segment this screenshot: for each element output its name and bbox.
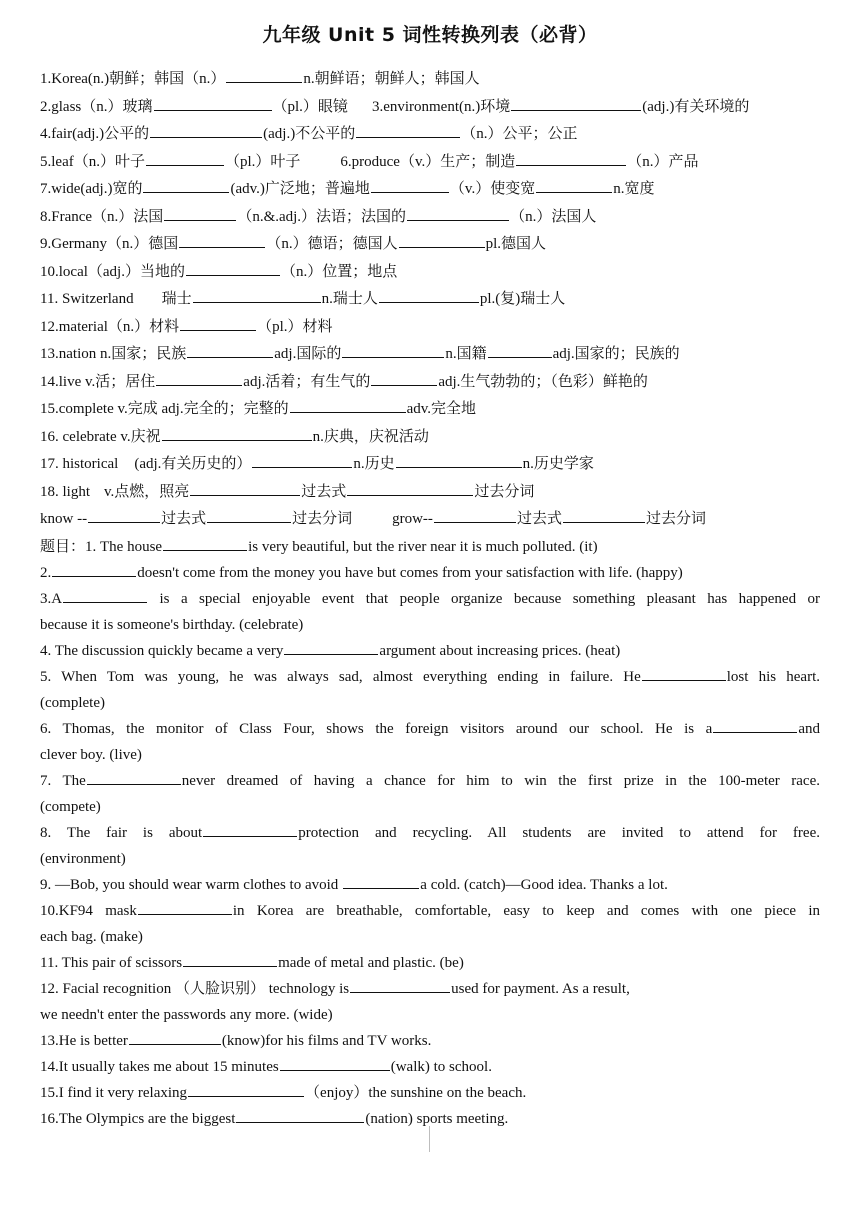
answer-blank[interactable] <box>183 950 277 967</box>
text-segment: (adj.)不公平的 <box>263 126 356 142</box>
text-segment: (complete) <box>40 694 105 711</box>
text-segment: 过去分词 <box>474 483 535 500</box>
question-13 <box>40 1028 820 1054</box>
answer-blank[interactable] <box>488 341 552 358</box>
text-segment: adj.国际的 <box>274 346 342 362</box>
text-segment: 3.environment(n.)环境 <box>371 98 511 115</box>
text-segment: (walk) to school. <box>390 1058 492 1075</box>
answer-blank[interactable] <box>396 451 522 468</box>
text-segment: n.国籍 <box>445 346 487 362</box>
answer-blank[interactable] <box>52 560 136 577</box>
vocab-line-13 <box>40 341 820 369</box>
answer-blank[interactable] <box>511 94 641 111</box>
text-segment: 5.leaf（n.）叶子 <box>40 153 145 170</box>
text-segment: pl.德国人 <box>485 236 546 252</box>
text-segment: never dreamed of having a chance for him to win the first prize in the 100-meter race. <box>181 772 820 789</box>
answer-blank[interactable] <box>284 638 378 655</box>
text-segment: n.历史 <box>353 456 395 472</box>
text-segment: 9.Germany（n.）德国 <box>40 236 179 252</box>
text-segment: n.瑞士人 <box>321 291 378 307</box>
text-segment: 过去分词 <box>645 511 706 527</box>
answer-blank[interactable] <box>163 534 247 551</box>
answer-blank[interactable] <box>713 716 797 733</box>
question-5 <box>40 664 820 690</box>
text-segment: （n.）公平；公正 <box>461 126 578 142</box>
question-10-cont <box>40 924 820 950</box>
text-segment: doesn't come from the money you have but comes from your satisfaction with life. (happy) <box>137 564 683 581</box>
text-segment: 2. <box>40 564 52 581</box>
answer-blank[interactable] <box>516 149 626 166</box>
answer-blank[interactable] <box>180 314 256 331</box>
text-segment: in Korea are breathable, comfortable, easy to keep and comes with one piece in <box>232 902 820 919</box>
text-segment: 9. —Bob, you should wear warm clothes to avoid <box>40 876 339 893</box>
answer-blank[interactable] <box>379 286 479 303</box>
vocab-line-12 <box>40 314 820 342</box>
answer-blank[interactable] <box>207 506 291 523</box>
answer-blank[interactable] <box>371 176 449 193</box>
question-6 <box>40 716 820 742</box>
text-segment: (compete) <box>40 798 101 815</box>
question-9 <box>40 872 820 898</box>
question-7 <box>40 768 820 794</box>
answer-blank[interactable] <box>87 768 181 785</box>
text-segment: 过去式 <box>516 511 562 527</box>
text-segment: （v.）使变宽 <box>449 181 536 197</box>
question-4 <box>40 638 820 664</box>
text-segment: grow-- <box>392 511 433 527</box>
text-segment: 6. Thomas, the monitor of Class Four, shows the foreign visitors around our school. He is a <box>40 720 713 737</box>
question-3 <box>40 586 820 612</box>
text-segment: n.宽度 <box>613 181 655 197</box>
text-segment: 1.Korea(n.)朝鲜；韩国（n.） <box>40 71 226 87</box>
text-segment: v.点燃，照亮 <box>104 483 190 500</box>
text-segment: (adv.)广泛地；普遍地 <box>230 181 370 197</box>
text-segment: (nation) sports meeting. <box>365 1110 509 1127</box>
text-segment: adv.完全地 <box>406 401 477 417</box>
vocab-line-1 <box>40 66 820 94</box>
answer-blank[interactable] <box>188 1080 304 1097</box>
text-segment: （n.&.adj.）法语；法国的 <box>237 208 407 225</box>
text-segment: a cold. (catch)—Good idea. Thanks a lot. <box>420 876 668 893</box>
text-segment: is a special enjoyable event that people organize because something pleasant has happened or <box>159 590 820 607</box>
vocab-line-18 <box>40 479 820 507</box>
question-12 <box>40 976 820 1002</box>
question-8 <box>40 820 820 846</box>
text-segment: 13.He is better <box>40 1032 128 1049</box>
text-segment: 过去分词 <box>292 511 353 527</box>
text-segment: 7.wide(adj.)宽的 <box>40 181 143 197</box>
vocab-line-4 <box>40 121 820 149</box>
page-divider <box>429 1126 430 1152</box>
text-segment: （n.）德语；德国人 <box>266 236 398 252</box>
answer-blank[interactable] <box>399 231 485 248</box>
question-5-cont <box>40 690 820 716</box>
answer-blank[interactable] <box>190 479 300 496</box>
answer-blank[interactable] <box>143 176 229 193</box>
text-segment: (adj.)有关环境的 <box>642 98 750 115</box>
vocab-line-14 <box>40 369 820 397</box>
text-segment: 12.material（n.）材料 <box>40 318 180 335</box>
answer-blank[interactable] <box>63 586 147 603</box>
text-segment: 15.complete v.完成 adj.完全的；完整的 <box>40 401 289 417</box>
text-segment: 11. This pair of scissors <box>40 954 183 971</box>
text-segment: lost his heart. <box>726 668 820 685</box>
text-segment: 14.It usually takes me about 15 minutes <box>40 1058 279 1075</box>
text-segment: n.朝鲜语；朝鲜人；韩国人 <box>303 71 480 87</box>
text-segment: （n.）产品 <box>627 153 699 170</box>
vocab-line-19 <box>40 506 820 534</box>
text-segment: is very beautiful, but the river near it is much polluted. (it) <box>248 538 598 555</box>
answer-blank[interactable] <box>179 231 265 248</box>
vocab-line-16 <box>40 424 820 452</box>
text-segment: 4.fair(adj.)公平的 <box>40 126 150 142</box>
text-segment: 10.KF94 mask <box>40 902 137 919</box>
text-segment: 12. Facial recognition （人脸识别） technology is <box>40 980 350 997</box>
answer-blank[interactable] <box>371 369 437 386</box>
text-segment: （n.）位置；地点 <box>280 263 398 280</box>
answer-blank[interactable] <box>236 1106 364 1123</box>
text-segment: (adj.有关历史的） <box>134 456 252 472</box>
text-segment: 11. Switzerland <box>40 291 134 307</box>
answer-blank[interactable] <box>252 451 352 468</box>
text-segment: 6.produce（v.）生产；制造 <box>340 153 516 170</box>
text-segment: 14.live v.活；居住 <box>40 373 156 390</box>
text-segment: (environment) <box>40 850 126 867</box>
text-segment: 题目：1. The house <box>40 538 163 555</box>
text-segment: clever boy. (live) <box>40 746 142 763</box>
text-segment: each bag. (make) <box>40 928 143 945</box>
text-segment: and <box>798 720 820 737</box>
answer-blank[interactable] <box>407 204 509 221</box>
text-segment: 4. The discussion quickly became a very <box>40 642 284 659</box>
answer-blank[interactable] <box>187 341 273 358</box>
text-segment: n.庆典，庆祝活动 <box>312 428 429 445</box>
answer-blank[interactable] <box>563 506 645 523</box>
page-title: 九年级 Unit 5 词性转换列表（必背） <box>262 24 598 46</box>
vocab-line-8 <box>40 204 820 232</box>
text-segment: know -- <box>40 511 88 527</box>
text-segment: (know)for his films and TV works. <box>221 1032 432 1049</box>
answer-blank[interactable] <box>129 1028 221 1045</box>
text-segment: 过去式 <box>301 483 347 500</box>
question-11 <box>40 950 820 976</box>
text-segment: n.历史学家 <box>522 456 594 472</box>
text-segment: 3.A <box>40 590 63 607</box>
text-segment: used for payment. As a result, <box>451 980 630 997</box>
text-segment: adj.活着；有生气的 <box>243 373 371 390</box>
question-6-cont <box>40 742 820 768</box>
text-segment: because it is someone's birthday. (celebrate) <box>40 616 304 633</box>
vocab-line-5 <box>40 149 820 177</box>
text-segment: （enjoy）the sunshine on the beach. <box>305 1084 527 1101</box>
answer-blank[interactable] <box>347 479 473 496</box>
text-segment: 17. historical <box>40 456 119 472</box>
question-15 <box>40 1080 820 1106</box>
question-10 <box>40 898 820 924</box>
question-1 <box>40 534 820 560</box>
vocab-line-2 <box>40 94 820 122</box>
vocab-line-7 <box>40 176 820 204</box>
question-2 <box>40 560 820 586</box>
vocab-line-9 <box>40 231 820 259</box>
question-16 <box>40 1106 820 1132</box>
answer-blank[interactable] <box>342 341 444 358</box>
text-segment: 7. The <box>40 772 86 789</box>
text-segment: adj.国家的；民族的 <box>552 346 680 362</box>
text-segment: （pl.）眼镜 <box>272 98 348 115</box>
question-7-cont <box>40 794 820 820</box>
answer-blank[interactable] <box>146 149 224 166</box>
vocab-line-10 <box>40 259 820 287</box>
text-segment: 18. light <box>40 483 91 500</box>
question-3-cont <box>40 612 820 638</box>
text-segment: 15.I find it very relaxing <box>40 1084 188 1101</box>
vocab-line-15 <box>40 396 820 424</box>
text-segment: protection and recycling. All students are invited to attend for free. <box>298 824 820 841</box>
vocab-line-17 <box>40 451 820 479</box>
worksheet-body <box>40 66 820 1132</box>
text-segment: pl.(复)瑞士人 <box>479 291 566 307</box>
text-segment: 8. The fair is about <box>40 824 203 841</box>
text-segment: adj.生气勃勃的；（色彩）鲜艳的 <box>438 373 648 390</box>
text-segment: made of metal and plastic. (be) <box>278 954 464 971</box>
text-segment: 2.glass（n.）玻璃 <box>40 98 153 115</box>
text-segment: 13.nation n.国家；民族 <box>40 346 187 362</box>
answer-blank[interactable] <box>434 506 516 523</box>
question-12-cont <box>40 1002 820 1028</box>
answer-blank[interactable] <box>226 66 302 83</box>
answer-blank[interactable] <box>193 286 321 303</box>
answer-blank[interactable] <box>536 176 612 193</box>
text-segment: 10.local（adj.）当地的 <box>40 263 185 280</box>
text-segment: 过去式 <box>161 511 207 527</box>
answer-blank[interactable] <box>150 121 262 138</box>
answer-blank[interactable] <box>290 396 406 413</box>
answer-blank[interactable] <box>88 506 160 523</box>
answer-blank[interactable] <box>642 664 726 681</box>
text-segment: argument about increasing prices. (heat) <box>379 642 621 659</box>
answer-blank[interactable] <box>154 94 272 111</box>
text-segment: 瑞士 <box>161 291 192 307</box>
text-segment: we needn't enter the passwords any more. (wide) <box>40 1006 333 1023</box>
text-segment: 16.The Olympics are the biggest <box>40 1110 236 1127</box>
vocab-line-11 <box>40 286 820 314</box>
text-segment: 5. When Tom was young, he was always sad, almost everything ending in failure. He <box>40 668 641 685</box>
answer-blank[interactable] <box>356 121 460 138</box>
answer-blank[interactable] <box>343 872 419 889</box>
answer-blank[interactable] <box>162 424 312 441</box>
text-segment: （n.）法国人 <box>510 208 597 225</box>
question-8-cont <box>40 846 820 872</box>
answer-blank[interactable] <box>138 898 232 915</box>
answer-blank[interactable] <box>164 204 236 221</box>
text-segment: （pl.）材料 <box>257 318 333 335</box>
question-14 <box>40 1054 820 1080</box>
answer-blank[interactable] <box>186 259 280 276</box>
text-segment: （pl.）叶子 <box>224 153 301 170</box>
answer-blank[interactable] <box>350 976 450 993</box>
text-segment: 16. celebrate v.庆祝 <box>40 428 161 445</box>
text-segment: 8.France（n.）法国 <box>40 208 164 225</box>
answer-blank[interactable] <box>280 1054 390 1071</box>
answer-blank[interactable] <box>156 369 242 386</box>
answer-blank[interactable] <box>203 820 297 837</box>
